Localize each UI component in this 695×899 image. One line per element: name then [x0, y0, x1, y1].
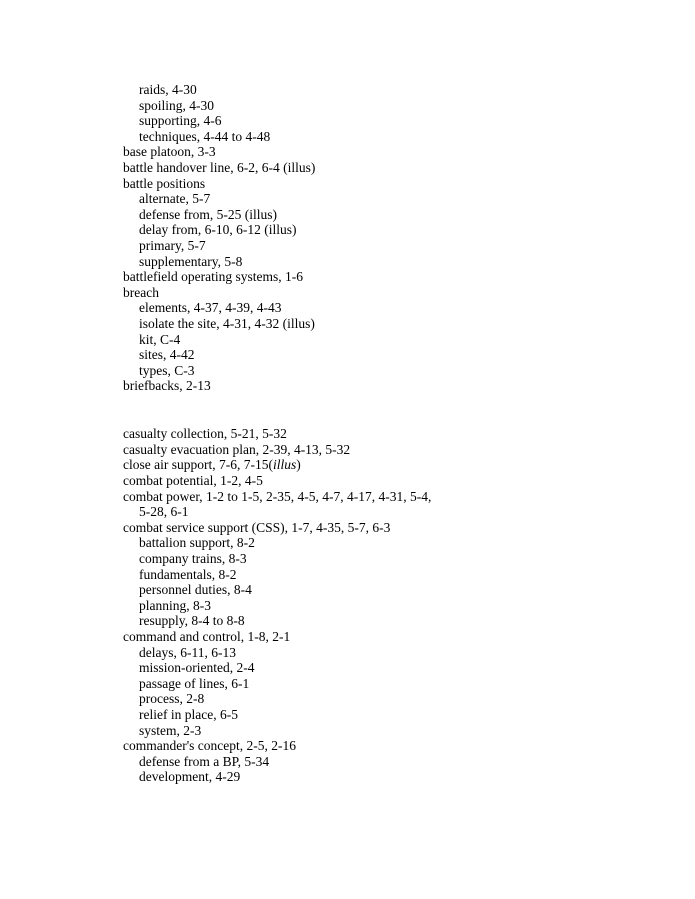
index-subentry: resupply, 8-4 to 8-8 [139, 613, 245, 628]
index-subentry: elements, 4-37, 4-39, 4-43 [139, 300, 282, 315]
index-subentry: defense from, 5-25 (illus) [139, 207, 277, 222]
index-subentry: delays, 6-11, 6-13 [139, 645, 236, 660]
index-subentry: development, 4-29 [139, 769, 241, 784]
index-entry: combat service support (CSS), 1-7, 4-35, 5-7, 6-3 [123, 520, 391, 535]
index-entry: command and control, 1-8, 2-1 [123, 629, 291, 644]
index-entry: battlefield operating systems, 1-6 [123, 269, 303, 284]
index-subentry: isolate the site, 4-31, 4-32 (illus) [139, 316, 315, 331]
index-subentry: techniques, 4-44 to 4-48 [139, 129, 271, 144]
index-subentry: process, 2-8 [139, 691, 205, 706]
index-subentry: delay from, 6-10, 6-12 (illus) [139, 222, 297, 237]
index-subentry: battalion support, 8-2 [139, 535, 255, 550]
index-entry: briefbacks, 2-13 [123, 378, 211, 393]
index-entry: commander's concept, 2-5, 2-16 [123, 738, 297, 753]
index-subentry: kit, C-4 [139, 332, 181, 347]
index-subentry: fundamentals, 8-2 [139, 567, 237, 582]
index-subentry: alternate, 5-7 [139, 191, 211, 206]
index-entry: combat potential, 1-2, 4-5 [123, 473, 263, 488]
illus-italic: illus [272, 457, 297, 472]
index-subentry: types, C-3 [139, 363, 195, 378]
index-entry-continuation: 5-28, 6-1 [139, 504, 189, 519]
index-entry: casualty evacuation plan, 2-39, 4-13, 5-32 [123, 442, 351, 457]
index-subentry: relief in place, 6-5 [139, 707, 238, 722]
entry-text-close: ) [296, 457, 301, 472]
index-subentry: raids, 4-30 [139, 82, 197, 97]
index-entry: battle handover line, 6-2, 6-4 (illus) [123, 160, 316, 175]
index-subentry: supplementary, 5-8 [139, 254, 243, 269]
index-subentry: defense from a BP, 5-34 [139, 754, 270, 769]
index-entry: combat power, 1-2 to 1-5, 2-35, 4-5, 4-7, 4-17, 4-31, 5-4, [123, 489, 432, 504]
index-subentry: planning, 8-3 [139, 598, 211, 613]
entry-text: close air support, 7-6, 7-15( [123, 457, 273, 472]
index-entry: battle positions [123, 176, 206, 191]
index-subentry: sites, 4-42 [139, 347, 195, 362]
index-subentry: passage of lines, 6-1 [139, 676, 250, 691]
index-entry: breach [123, 285, 159, 300]
index-entry: base platoon, 3-3 [123, 144, 216, 159]
index-entry-close-air-support [123, 457, 301, 473]
index-entry: casualty collection, 5-21, 5-32 [123, 426, 287, 441]
index-subentry: system, 2-3 [139, 723, 202, 738]
index-subentry: company trains, 8-3 [139, 551, 247, 566]
index-subentry: primary, 5-7 [139, 238, 206, 253]
index-subentry: mission-oriented, 2-4 [139, 660, 255, 675]
index-subentry: supporting, 4-6 [139, 113, 222, 128]
index-subentry: spoiling, 4-30 [139, 98, 215, 113]
index-subentry: personnel duties, 8-4 [139, 582, 252, 597]
